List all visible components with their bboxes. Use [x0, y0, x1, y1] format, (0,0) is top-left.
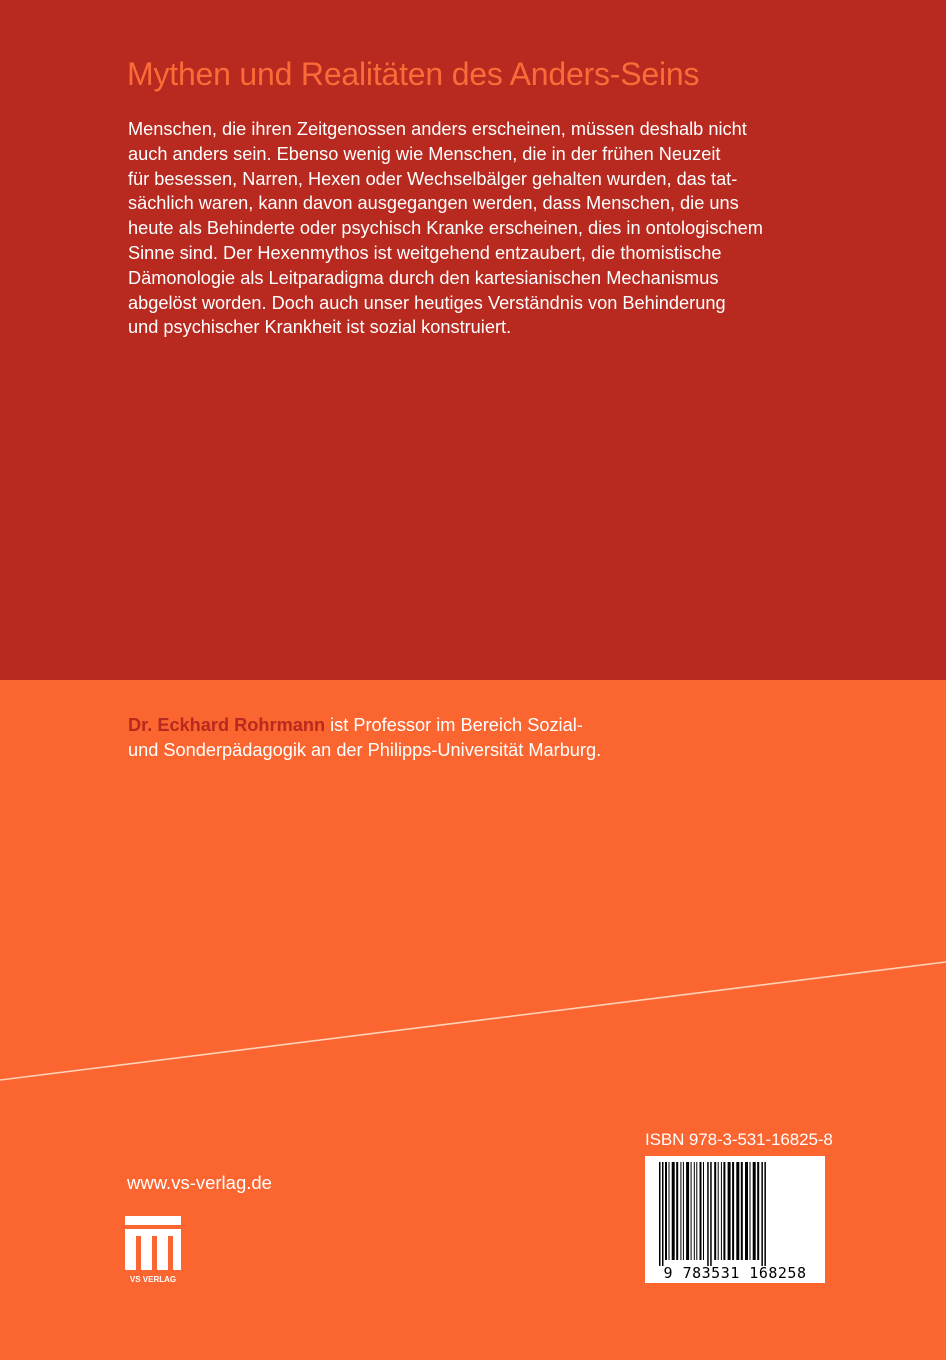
barcode: [645, 1156, 825, 1283]
blurb-line: sächlich waren, kann davon ausgegangen werden, dass Menschen, die uns: [128, 193, 739, 214]
logo-wordmark: VS VERLAG: [129, 1275, 177, 1284]
author-bio: [128, 713, 828, 763]
blurb-line: Sinne sind. Der Hexenmythos ist weitgehend entzaubert, die thomistische: [128, 242, 722, 263]
blurb-line: auch anders sein. Ebenso wenig wie Menschen, die in der frühen Neuzeit: [128, 143, 721, 164]
blurb-line: heute als Behinderte oder psychisch Kranke erscheinen, dies in ontologischem: [128, 218, 763, 239]
publisher-website: www.vs-verlag.de: [127, 1172, 272, 1193]
blurb-line: für besessen, Narren, Hexen oder Wechselbälger gehalten wurden, das tat-: [128, 168, 738, 189]
blurb-line: Dämonologie als Leitparadigma durch den kartesianischen Mechanismus: [128, 267, 719, 288]
author-bio-line: und Sonderpädagogik an der Philipps-Universität Marburg.: [128, 739, 602, 760]
author-name: Dr. Eckhard Rohrmann: [128, 715, 326, 735]
author-bio-line: [128, 713, 828, 738]
cover-title: Mythen und Realitäten des Anders-Seins: [127, 56, 700, 92]
blurb-line: abgelöst worden. Doch auch unser heutiges Verständnis von Behinderung: [128, 292, 726, 313]
barcode-digits: 9 783531 168258: [663, 1264, 807, 1282]
vs-verlag-logo: [125, 1216, 181, 1286]
blurb-line: Menschen, die ihren Zeitgenossen anders erscheinen, müssen deshalb nicht: [128, 119, 747, 139]
blurb-line: und psychischer Krankheit ist sozial konstruiert.: [128, 317, 512, 338]
isbn-label: ISBN 978-3-531-16825-8: [645, 1130, 833, 1149]
blurb-text: [128, 117, 828, 340]
author-bio-rest: ist Professor im Bereich Sozial-: [325, 715, 583, 735]
